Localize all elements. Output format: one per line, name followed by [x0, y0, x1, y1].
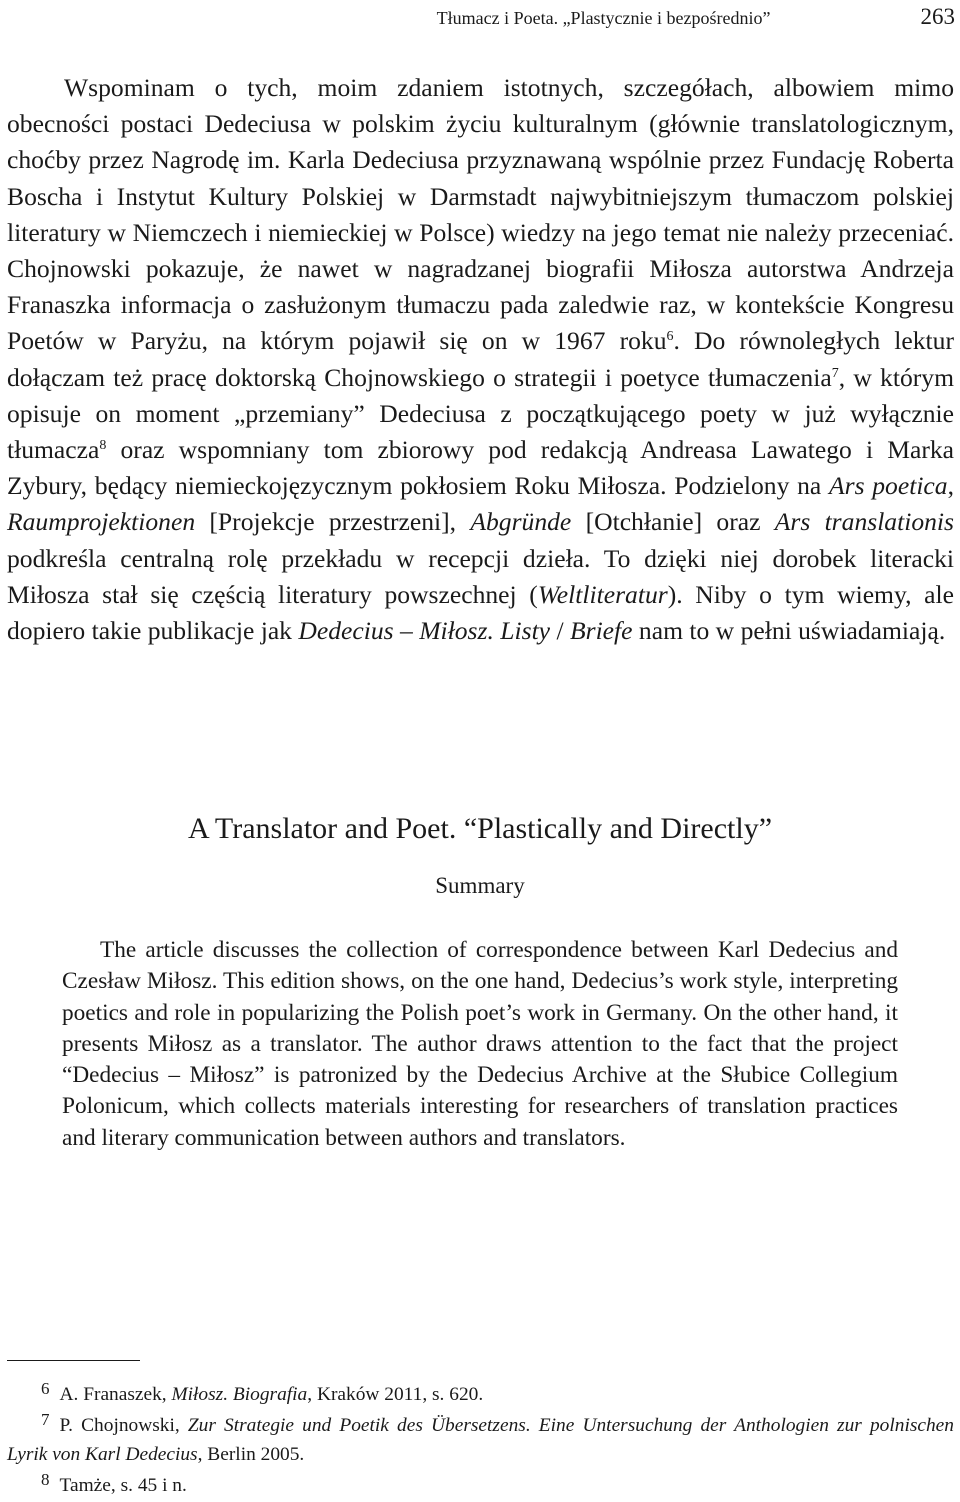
- footnote-6: [7, 1380, 954, 1409]
- footnote-italic: Miłosz. Biografia: [171, 1384, 308, 1405]
- italic-title: Dedecius – Miłosz. Listy: [298, 616, 551, 646]
- page-number: 263: [920, 4, 955, 29]
- body-text-run: oraz wspomniany tom zbiorowy pod redakcją Andreasa Lawatego i Marka Zybury, będący niemieckojęzycznym pokłosiem Roku Miłosza. Podzielony na: [7, 435, 954, 501]
- footnote-text: P. Chojnowski,: [59, 1415, 188, 1436]
- summary-title: A Translator and Poet. “Plastically and Directly”: [187, 812, 773, 845]
- body-text-run: Wspominam o tych, moim zdaniem istotnych, szczegółach, albowiem mimo obecności postaci Dedeciusa w polskim życiu kulturalnym (głównie translatologicznym, choćby przez Nagrodę im. Karla Dedeciusa przyznawaną wspólnie przez Fundację Roberta Boscha i Instytut Kultury Polskiej w Darmstadt najwybitniejszym tłumaczom polskiej literatury w Niemczech i niemieckiej w Polsce) wiedzy na jego temat nie należy przeceniać. Chojnowski pokazuje, że nawet w nagradzanej biografii Miłosza autorstwa Andrzeja Franaszka informacja o zasłużonym tłumaczu pada zaledwie raz, w kontekście Kongresu Poetów w Paryżu, na którym pojawił się on w 1967 roku: [7, 73, 954, 356]
- footnote-text: , Berlin 2005.: [197, 1444, 305, 1465]
- footnote-ref-8: 8: [99, 438, 107, 454]
- footnote-text: , Kraków 2011, s. 620.: [307, 1384, 484, 1405]
- footnote-ref-6: 6: [666, 329, 674, 345]
- footnote-italic: Zur Strategie und Poetik des Übersetzens. Eine Untersuchung der Anthologien zur polnischen Lyrik von Karl Dedecius: [7, 1415, 954, 1465]
- body-text-run: nam to w pełni uświadamiają.: [632, 616, 946, 646]
- body-text: [7, 70, 954, 649]
- summary-label: Summary: [435, 873, 525, 898]
- body-paragraph: [7, 70, 954, 649]
- footnote-text: Tamże, s. 45 i n.: [59, 1475, 187, 1496]
- body-text-run: [Projekcje przestrzeni],: [195, 507, 471, 537]
- footnote-number: 7: [41, 1410, 50, 1429]
- body-text-run: podkreśla centralną rolę przekładu w recepcji dzieła. To dzięki niej dorobek literacki Miłosza stał się częścią literatury powszechnej (: [7, 543, 954, 609]
- running-header: [0, 4, 955, 32]
- italic-term: Weltliteratur: [537, 579, 668, 609]
- footnote-text: A. Franaszek,: [59, 1384, 172, 1405]
- footnote-7: [7, 1411, 954, 1469]
- footnote-8: [7, 1471, 954, 1500]
- body-text-run: /: [550, 616, 570, 646]
- body-text-run: [Otchłanie] oraz: [571, 507, 775, 537]
- footnotes: [7, 1380, 954, 1502]
- italic-title: Briefe: [569, 616, 633, 646]
- running-title: Tłumacz i Poeta. „Plastycznie i bezpośrednio”: [436, 8, 771, 28]
- body-text-run: ,: [947, 471, 954, 501]
- footnote-ref-7: 7: [831, 365, 839, 381]
- body-text-run: . Do równoległych lektur dołączam też pracę doktorską Chojnowskiego o strategii i poetyce tłumaczenia: [7, 326, 954, 392]
- italic-title: Abgründe: [470, 507, 572, 537]
- italic-title: Raumprojektionen: [7, 507, 196, 537]
- footnote-number: 6: [41, 1379, 50, 1398]
- footnote-divider: [7, 1360, 140, 1361]
- italic-title: Ars translationis: [774, 507, 954, 537]
- body-text-run: , w którym opisuje on moment „przemiany” Dedeciusa z początkującego poety w już wyłącznie tłumacza: [7, 362, 954, 465]
- summary-text: The article discusses the collection of correspondence between Karl Dedecius and Czesław Miłosz. This edition shows, on the one hand, Dedecius’s work style, interpreting poetics and role in popularizing the Polish poet’s work in Germany. On the other hand, it presents Miłosz as a translator. The author draws attention to the fact that the project “Dedecius – Miłosz” is patronized by the Dedecius Archive at the Słubice Collegium Polonicum, which collects materials interesting for researchers of translation practices and literary communication between authors and translators.: [62, 937, 898, 1151]
- italic-title: Ars poetica: [828, 471, 948, 501]
- body-text-run: ). Niby o tym wiemy, ale dopiero takie publikacje jak: [7, 579, 954, 646]
- footnote-number: 8: [41, 1470, 50, 1489]
